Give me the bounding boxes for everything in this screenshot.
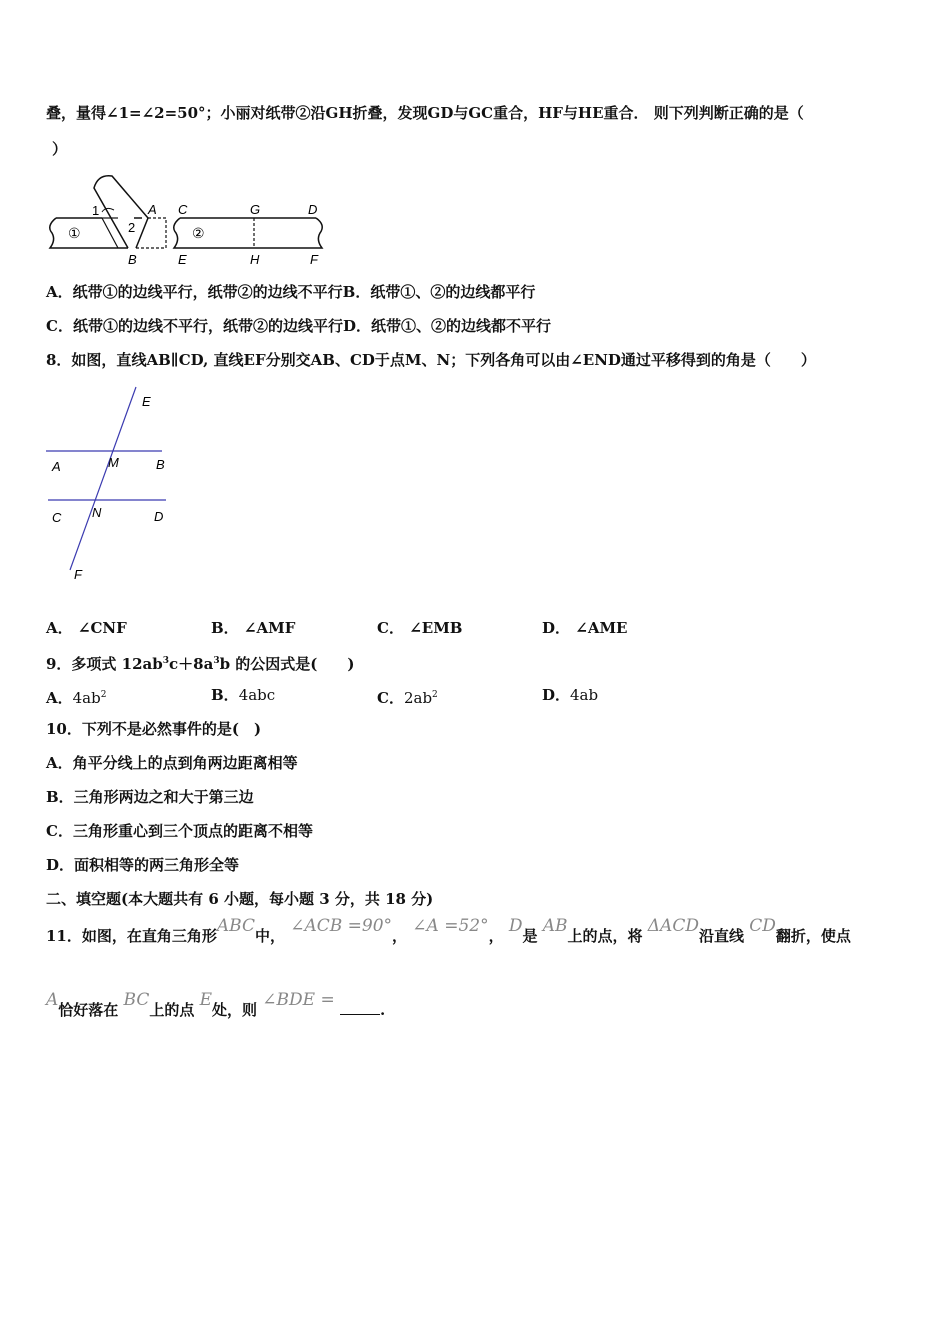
q8-option-a: A． ∠CNF <box>46 619 127 637</box>
label-M: M <box>108 455 119 470</box>
label-C: C <box>178 202 188 217</box>
label-B: B <box>128 252 137 267</box>
q10-option-c: C．三角形重心到三个顶点的距离不相等 <box>46 822 313 840</box>
q7-option-a: A．纸带①的边线平行，纸带②的边线不平行 <box>46 283 343 301</box>
q8-figure <box>44 384 184 584</box>
q8-stem: 8．如图，直线AB∥CD, 直线EF分别交AB、CD于点M、N；下列各角可以由∠END通过平移得到的角是（ ） <box>46 351 816 369</box>
q9-option-c: C．$2ab^2$ <box>377 689 438 707</box>
label-H: H <box>250 252 260 267</box>
label-G: G <box>250 202 261 217</box>
q9-option-a: A．$4ab^2$ <box>46 689 107 707</box>
label-A: A <box>52 459 61 474</box>
label-B: B <box>156 457 165 472</box>
q11-line2: A恰好落在 BC上的点 E处，则 ∠BDE = . <box>46 990 386 1019</box>
label-1: 1 <box>92 203 100 218</box>
label-F: F <box>310 252 318 267</box>
q10-stem: 10．下列不是必然事件的是( ) <box>46 720 262 738</box>
label-C: C <box>52 510 62 525</box>
answer-blank[interactable] <box>340 1000 380 1015</box>
q10-option-b: B．三角形两边之和大于第三边 <box>46 788 254 806</box>
q7-figure <box>44 170 334 270</box>
q7-options-row2 <box>46 316 551 336</box>
q9-option-d: D．4ab <box>542 686 599 704</box>
q9-option-b: B．4abc <box>211 686 276 704</box>
label-2: 2 <box>128 220 136 235</box>
q7-stem-line1: 叠，量得∠1=∠2=50°；小丽对纸带②沿GH折叠，发现GD与GC重合，HF与HE重合． 则下列判断正确的是（ <box>46 104 804 122</box>
q7-option-c: C．纸带①的边线不平行，纸带②的边线平行 <box>46 317 343 335</box>
label-E: E <box>142 394 151 409</box>
q9-stem: 9．多项式 $12ab^3c+8a^3b$ 的公因式是( ) <box>46 655 355 673</box>
q10-option-d: D．面积相等的两三角形全等 <box>46 856 240 874</box>
label-circ1: ① <box>68 225 81 241</box>
label-E: E <box>178 252 187 267</box>
label-D: D <box>154 509 164 524</box>
q8-option-b: B． ∠AMF <box>211 619 296 637</box>
q7-options-row1 <box>46 282 535 302</box>
label-circ2: ② <box>192 225 205 241</box>
label-N: N <box>92 505 102 520</box>
label-F: F <box>74 567 82 582</box>
q7-option-b: B．纸带①、②的边线都平行 <box>342 283 536 301</box>
section2-title: 二、填空题(本大题共有 6 小题，每小题 3 分，共 18 分) <box>46 890 434 908</box>
q7-option-d: D．纸带①、②的边线都不平行 <box>342 317 551 335</box>
q8-option-c: C． ∠EMB <box>377 619 463 637</box>
label-D: D <box>308 202 318 217</box>
q10-option-a: A．角平分线上的点到角两边距离相等 <box>46 754 298 772</box>
q8-option-d: D． ∠AME <box>542 619 628 637</box>
q7-stem-line2: ） <box>52 140 68 158</box>
label-A: A <box>148 202 157 217</box>
q11-line1: 11．如图，在直角三角形ABC中， ∠ACB =90°， ∠A =52°， D是 AB上的点，将 ΔACD沿直线 CD翻折，使点 <box>46 916 851 945</box>
